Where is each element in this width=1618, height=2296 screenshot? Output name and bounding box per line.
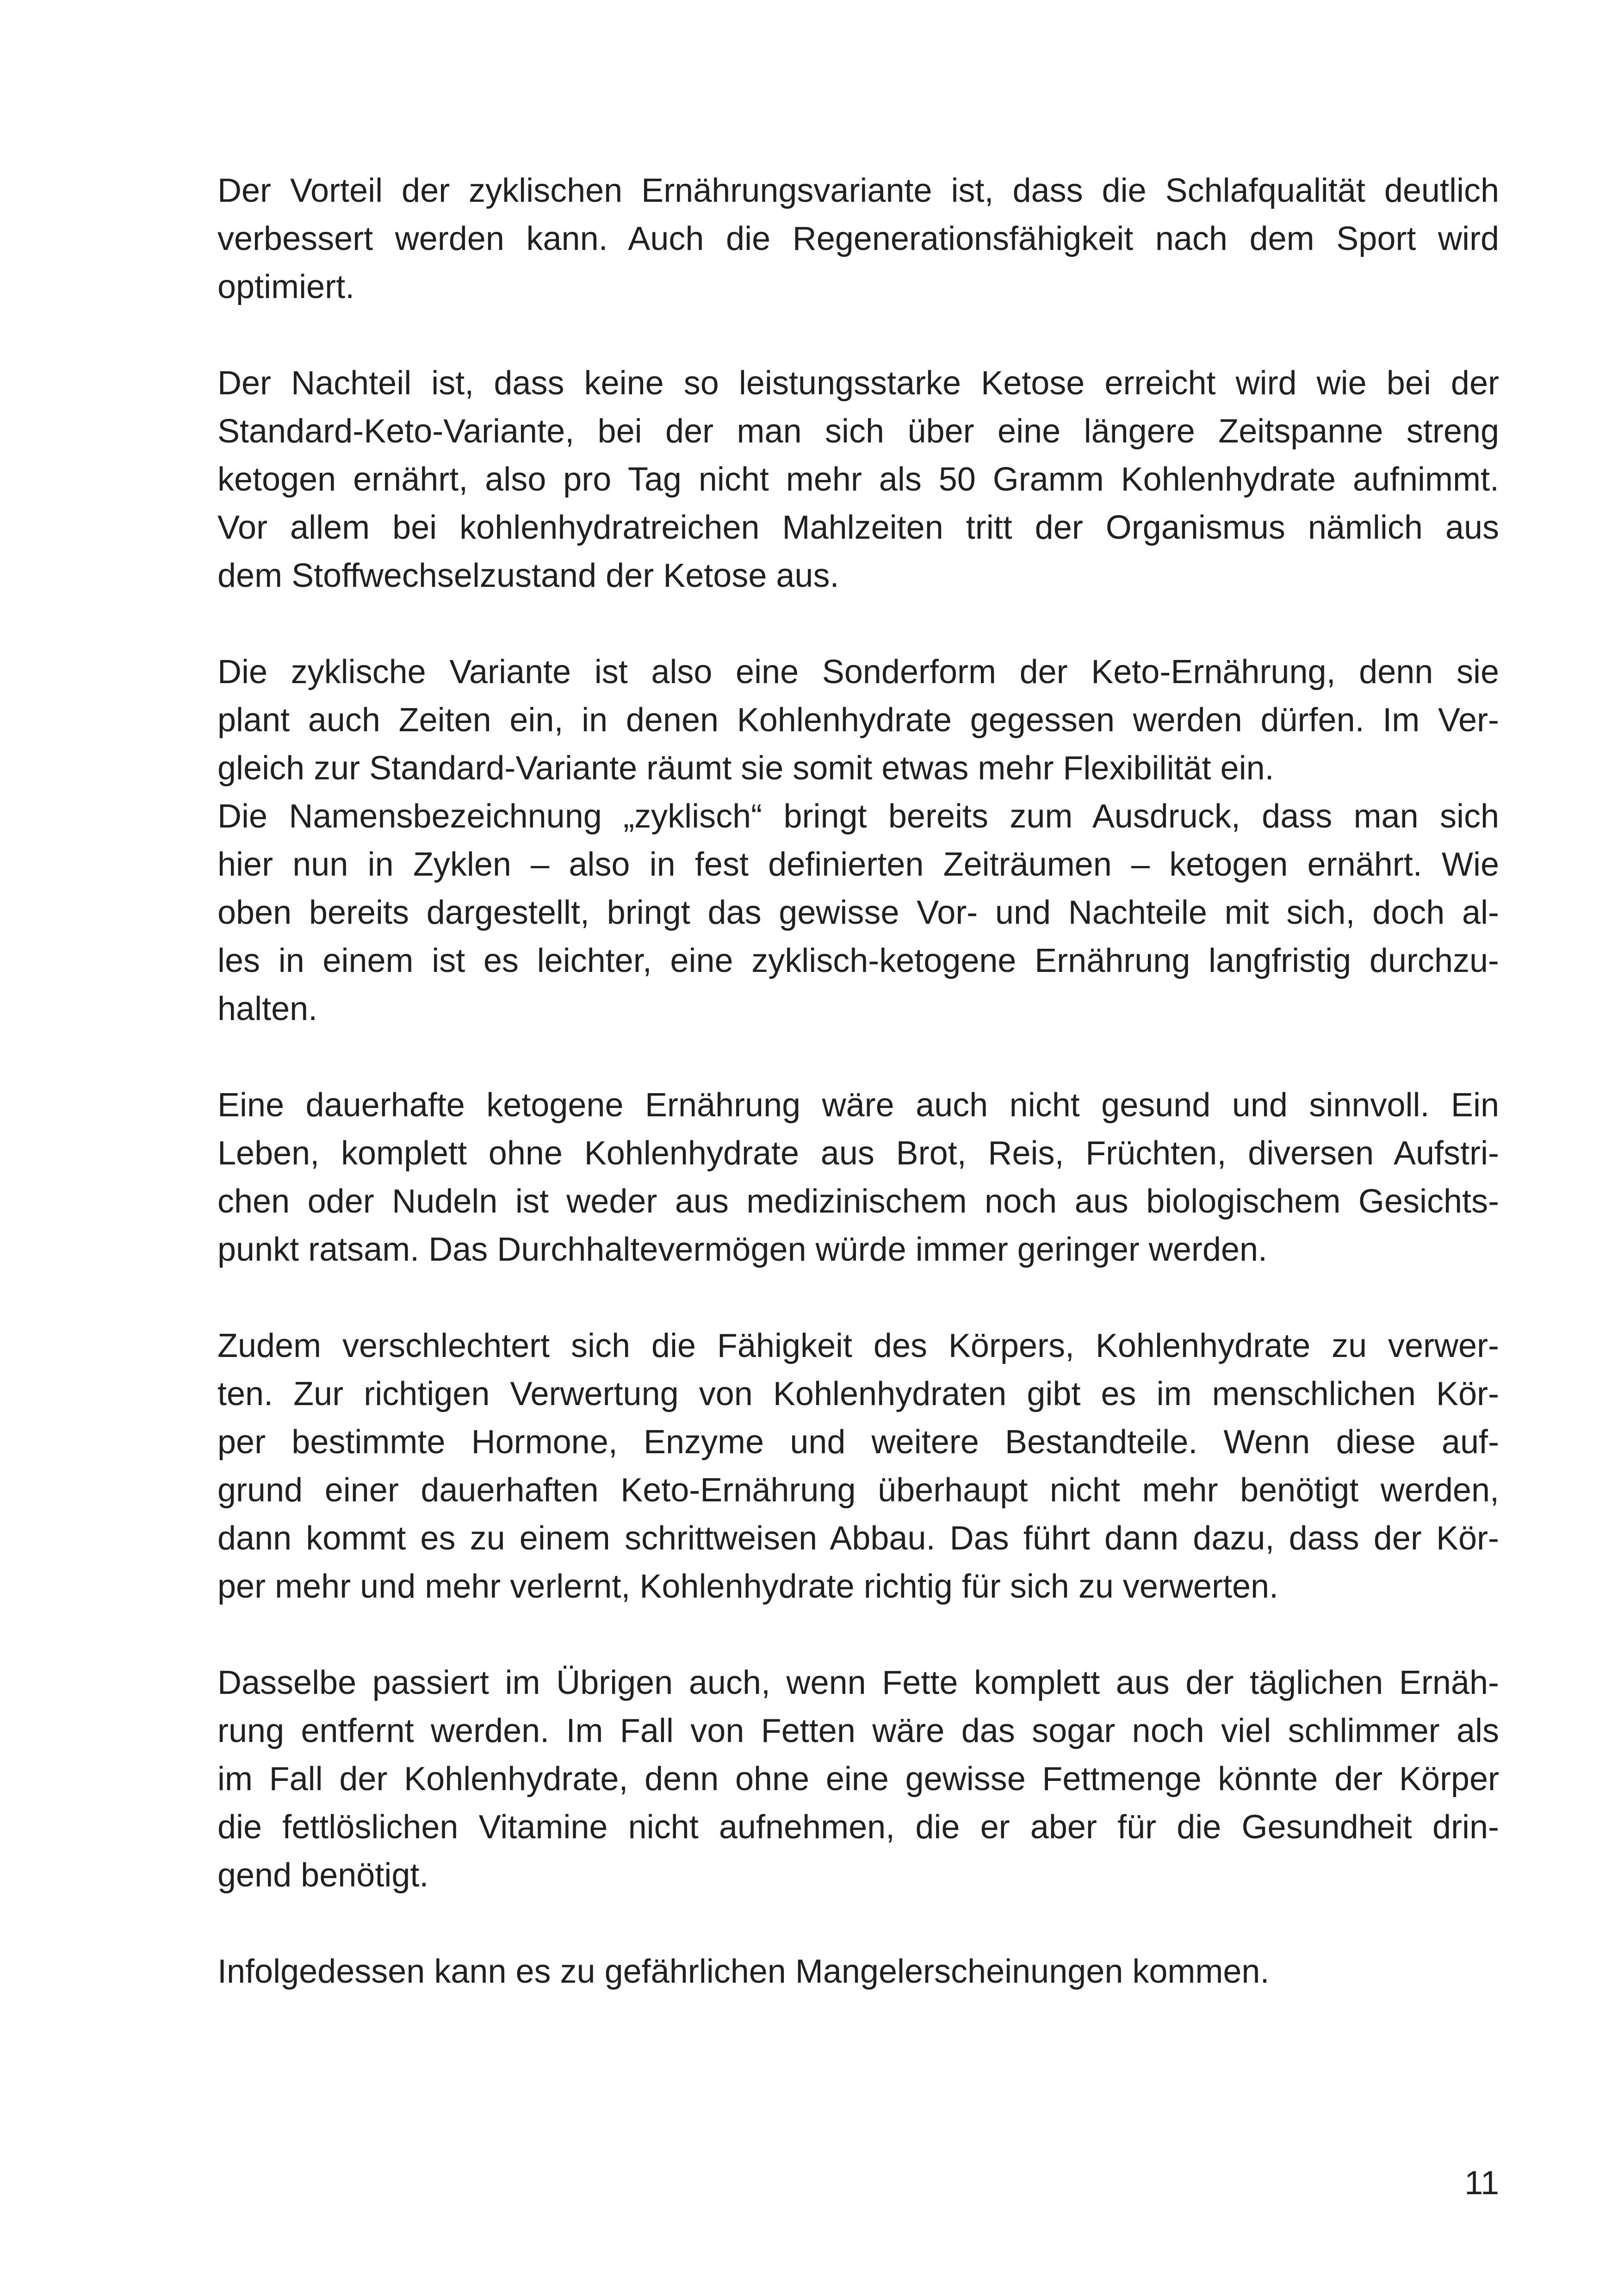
text-line: per mehr und mehr verlernt, Kohlenhydrate richtig für sich zu verwerten. [217,1568,1279,1605]
text-line: verbessert werden kann. Auch die Regenerationsfähigkeit nach dem Sport wird [217,220,1499,257]
text-line: gleich zur Standard-Variante räumt sie somit etwas mehr Flexibilität ein. [217,750,1274,787]
paragraph-dauerhaft [217,1081,1499,1274]
text-line: Zudem verschlechtert sich die Fähigkeit des Körpers, Kohlenhydrate zu verwer- [217,1327,1499,1364]
text-line: im Fall der Kohlenhydrate, denn ohne eine gewisse Fettmenge könnte der Körper [217,1761,1499,1798]
text-line: Die Namensbezeichnung „zyklisch“ bringt bereits zum Ausdruck, dass man sich [217,798,1499,835]
text-line: hier nun in Zyklen – also in fest definierten Zeiträumen – ketogen ernährt. Wie [217,846,1499,883]
text-line: Vor allem bei kohlenhydratreichen Mahlzeiten tritt der Organismus nämlich aus [217,509,1499,546]
paragraph-nachteil [217,359,1499,600]
paragraph-sonderform [217,648,1499,792]
text-line: Der Nachteil ist, dass keine so leistungsstarke Ketose erreicht wird wie bei der [217,365,1499,402]
paragraph-verwertung [217,1322,1499,1611]
paragraph-schlafqualitaet [217,167,1499,311]
text-line: Standard-Keto-Variante, bei der man sich über eine längere Zeitspanne streng [217,413,1499,450]
text-line: ten. Zur richtigen Verwertung von Kohlenhydraten gibt es im menschlichen Kör- [217,1375,1499,1412]
paragraph-fette [217,1659,1499,1899]
text-line: chen oder Nudeln ist weder aus medizinischem noch aus biologischem Gesichts- [217,1183,1499,1220]
paragraph-namensbezeichnung [217,792,1499,1033]
text-line: dem Stoffwechselzustand der Ketose aus. [217,557,839,594]
text-line: punkt ratsam. Das Durchhaltevermögen würde immer geringer werden. [217,1231,1267,1268]
text-line: gend benötigt. [217,1857,429,1894]
text-line: halten. [217,990,318,1027]
text-line: Leben, komplett ohne Kohlenhydrate aus Brot, Reis, Früchten, diversen Aufstri- [217,1135,1499,1172]
page-body [217,167,1499,1996]
text-line: per bestimmte Hormone, Enzyme und weitere Bestandteile. Wenn diese auf- [217,1424,1499,1461]
text-line: rung entfernt werden. Im Fall von Fetten wäre das sogar noch viel schlimmer als [217,1712,1499,1749]
paragraph-mangelerscheinungen [217,1948,1499,1996]
text-line: ketogen ernährt, also pro Tag nicht mehr als 50 Gramm Kohlenhydrate aufnimmt. [217,461,1499,498]
text-line: dann kommt es zu einem schrittweisen Abbau. Das führt dann dazu, dass der Kör- [217,1520,1499,1557]
page-number: 11 [1464,2165,1499,2202]
text-line: grund einer dauerhaften Keto-Ernährung überhaupt nicht mehr benötigt werden, [217,1472,1499,1509]
text-line: optimiert. [217,268,355,305]
text-line: Dasselbe passiert im Übrigen auch, wenn Fette komplett aus der täglichen Ernäh- [217,1664,1499,1701]
text-line: Der Vorteil der zyklischen Ernährungsvariante ist, dass die Schlafqualität deutlich [217,172,1499,209]
text-line: oben bereits dargestellt, bringt das gewisse Vor- und Nachteile mit sich, doch al- [217,894,1499,931]
text-line: Infolgedessen kann es zu gefährlichen Mangelerscheinungen kommen. [217,1953,1270,1990]
text-line: Eine dauerhafte ketogene Ernährung wäre auch nicht gesund und sinnvoll. Ein [217,1087,1499,1124]
text-line: les in einem ist es leichter, eine zyklisch-ketogene Ernährung langfristig durchzu- [217,942,1499,979]
text-line: plant auch Zeiten ein, in denen Kohlenhydrate gegessen werden dürfen. Im Ver- [217,702,1499,739]
text-line: die fettlöslichen Vitamine nicht aufnehmen, die er aber für die Gesundheit drin- [217,1809,1499,1846]
text-line: Die zyklische Variante ist also eine Sonderform der Keto-Ernährung, denn sie [217,653,1499,691]
